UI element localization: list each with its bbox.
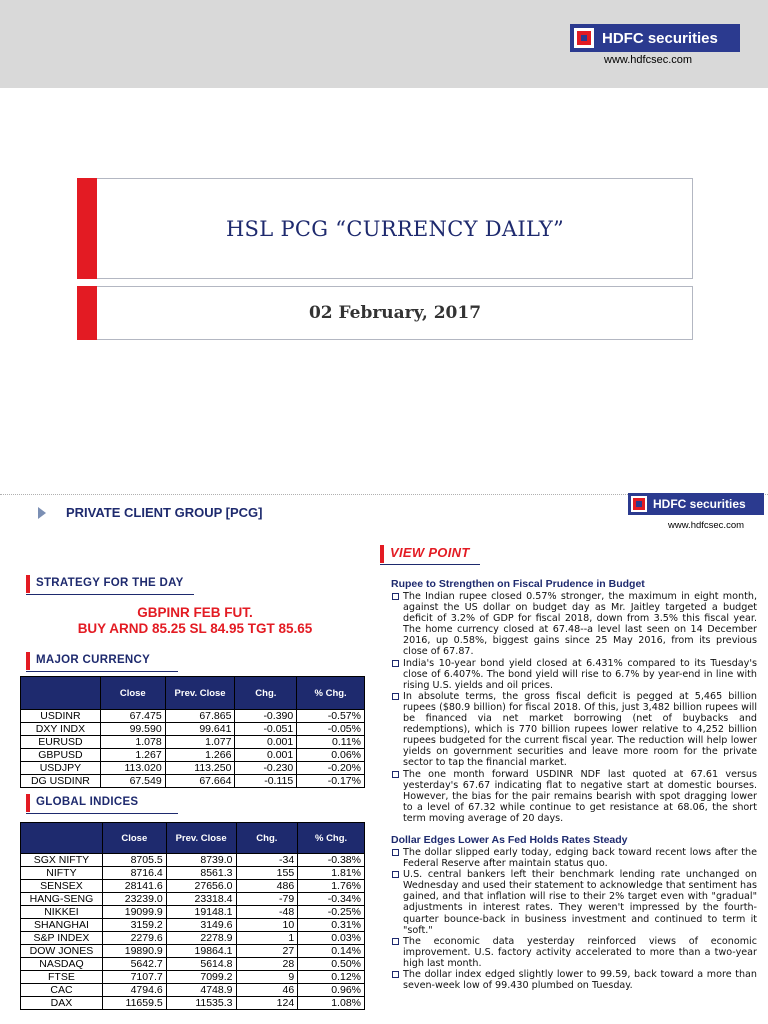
row-label: SHANGHAI: [21, 919, 103, 932]
table-cell: -79: [236, 893, 298, 906]
table-row: [21, 945, 365, 958]
section-label: GLOBAL INDICES: [36, 796, 139, 808]
row-label: EURUSD: [21, 736, 101, 749]
table-row: [21, 775, 365, 788]
table-cell: 67.475: [100, 710, 165, 723]
table-cell: 1.077: [165, 736, 235, 749]
page-header-title: PRIVATE CLIENT GROUP [PCG]: [66, 505, 263, 520]
table-cell: 486: [236, 880, 298, 893]
strategy-heading: [26, 575, 194, 593]
strategy-instrument: GBPINR FEB FUT.: [137, 605, 253, 620]
column-header: % Chg.: [297, 677, 365, 710]
table-row: [21, 710, 365, 723]
strategy-trade: BUY ARND 85.25 SL 84.95 TGT 85.65: [77, 621, 313, 636]
table-cell: 27656.0: [166, 880, 236, 893]
view-section-title: Rupee to Strengthen on Fiscal Prudence in Budget: [391, 578, 645, 590]
bullet-item: The one month forward USDINR NDF last quoted at 67.61 versus yesterday's 67.67 indicating flat to negative start at domestic bourses. However, the bias for the pair remains bearish with spot dragging lower to a level of 67.32 while continue to get resistance at 68.06, the short term moving average of 20 days.: [391, 769, 757, 824]
view-section-title: Dollar Edges Lower As Fed Holds Rates Steady: [391, 833, 628, 846]
column-header: [21, 823, 103, 854]
hdfc-logo: [570, 24, 740, 52]
table-cell: 0.06%: [297, 749, 365, 762]
bullet-item: In absolute terms, the gross fiscal deficit is pegged at 5,465 billion rupees ($80.9 billion) for fiscal 2018. Of this, just 3,482 billion rupees will be financed via net market borrowing (net of buybacks and redemptions), which is 770 billion rupees lower relative to 4,252 billion rupees budgeted for the current fiscal year. The reduction will help lower yields on government securities and leave more room for the private sector to tap the financial market.: [391, 691, 757, 769]
table-cell: 8561.3: [166, 867, 236, 880]
table-cell: 67.664: [165, 775, 235, 788]
table-row: [21, 736, 365, 749]
row-label: SGX NIFTY: [21, 854, 103, 867]
table-cell: 10: [236, 919, 298, 932]
column-header: [21, 677, 101, 710]
table-cell: 67.549: [100, 775, 165, 788]
column-header: Prev. Close: [166, 823, 236, 854]
global-indices-table: [20, 822, 365, 1010]
title-box: [77, 178, 693, 279]
row-label: GBPUSD: [21, 749, 101, 762]
table-cell: 8716.4: [102, 867, 166, 880]
table-cell: -0.230: [235, 762, 297, 775]
hdfc-mark-icon: [574, 28, 594, 48]
table-cell: 8739.0: [166, 854, 236, 867]
row-label: CAC: [21, 984, 103, 997]
table-cell: -0.20%: [297, 762, 365, 775]
heading-accent: [380, 545, 384, 563]
table-cell: -0.17%: [297, 775, 365, 788]
table-cell: 1.08%: [298, 997, 365, 1010]
table-cell: -0.115: [235, 775, 297, 788]
table-cell: 0.001: [235, 749, 297, 762]
table-cell: 3149.6: [166, 919, 236, 932]
heading-accent: [26, 652, 30, 670]
table-cell: 0.96%: [298, 984, 365, 997]
table-cell: 2278.9: [166, 932, 236, 945]
table-cell: -0.05%: [297, 723, 365, 736]
table-cell: 5642.7: [102, 958, 166, 971]
table-row: [21, 958, 365, 971]
table-cell: 0.31%: [298, 919, 365, 932]
view-point-body: [391, 578, 757, 991]
table-cell: 5614.8: [166, 958, 236, 971]
table-cell: 1.267: [100, 749, 165, 762]
table-cell: 1.266: [165, 749, 235, 762]
bullet-item: The dollar index edged slightly lower to 99.59, back toward a more than seven-week low of 99.430 plumbed on Tuesday.: [391, 969, 757, 991]
table-row: [21, 762, 365, 775]
bullet-item: The dollar slipped early today, edging back toward recent lows after the Federal Reserve after maintain status quo.: [391, 847, 757, 869]
table-row: [21, 723, 365, 736]
global-indices-heading: [26, 794, 178, 812]
table-cell: 8705.5: [102, 854, 166, 867]
table-row: [21, 854, 365, 867]
table-cell: 1.76%: [298, 880, 365, 893]
date-box: [77, 286, 693, 340]
title-accent-bar: [77, 178, 97, 279]
major-currency-table: [20, 676, 365, 788]
table-row: [21, 997, 365, 1010]
table-cell: 3159.2: [102, 919, 166, 932]
table-cell: 1.81%: [298, 867, 365, 880]
table-row: [21, 749, 365, 762]
table-cell: 1: [236, 932, 298, 945]
table-cell: 19148.1: [166, 906, 236, 919]
row-label: DOW JONES: [21, 945, 103, 958]
heading-underline: [26, 813, 178, 814]
table-cell: 23239.0: [102, 893, 166, 906]
table-cell: 27: [236, 945, 298, 958]
table-cell: -0.051: [235, 723, 297, 736]
row-label: DXY INDX: [21, 723, 101, 736]
row-label: SENSEX: [21, 880, 103, 893]
table-row: [21, 984, 365, 997]
section-spacer: [391, 824, 757, 834]
table-row: [21, 893, 365, 906]
table-cell: 4794.6: [102, 984, 166, 997]
heading-underline: [380, 564, 480, 565]
section-label: MAJOR CURRENCY: [36, 654, 151, 666]
hdfc-logo-text: HDFC securities: [602, 29, 718, 47]
table-cell: 19864.1: [166, 945, 236, 958]
hdfc-logo-text: HDFC securities: [653, 497, 746, 511]
table-cell: 28141.6: [102, 880, 166, 893]
table-cell: 9: [236, 971, 298, 984]
table-cell: 2279.6: [102, 932, 166, 945]
table-row: [21, 971, 365, 984]
table-row: [21, 880, 365, 893]
row-label: S&P INDEX: [21, 932, 103, 945]
major-currency-heading: [26, 652, 178, 670]
row-label: NIKKEI: [21, 906, 103, 919]
table-cell: 7099.2: [166, 971, 236, 984]
table-cell: 23318.4: [166, 893, 236, 906]
table-cell: 99.590: [100, 723, 165, 736]
table-row: [21, 906, 365, 919]
table-cell: 113.020: [100, 762, 165, 775]
hdfc-mark-icon: [631, 496, 647, 512]
table-cell: 0.14%: [298, 945, 365, 958]
bullet-item: The Indian rupee closed 0.57% stronger, the maximum in eight month, against the US dollar on budget day as Mr. Jaitley targeted a budget deficit of 3.2% of GDP for fiscal 2018, down from 3.5% this fiscal year. The home currency closed at 67.48--a level last seen on 14 December 2016, up 0.58%, biggest gains since 25 May 2016, from its previous close of 67.87.: [391, 591, 757, 658]
table-row: [21, 867, 365, 880]
table-header-row: [21, 677, 365, 710]
table-cell: 19099.9: [102, 906, 166, 919]
table-cell: 0.11%: [297, 736, 365, 749]
table-cell: 155: [236, 867, 298, 880]
date-accent-bar: [77, 286, 97, 340]
table-cell: -0.38%: [298, 854, 365, 867]
table-cell: 0.50%: [298, 958, 365, 971]
row-label: USDJPY: [21, 762, 101, 775]
heading-accent: [26, 794, 30, 812]
table-cell: 19890.9: [102, 945, 166, 958]
bullet-item: U.S. central bankers left their benchmark lending rate unchanged on Wednesday and used their statement to acknowledge that sentiment has gained, and that inflation will rise to their 2% target even with "gradual" adjustments in interest rates. They weren't impressed by the fourth-quarter bounce-back in business investment and continued to term it "soft.": [391, 869, 757, 936]
table-row: [21, 932, 365, 945]
table-cell: -0.25%: [298, 906, 365, 919]
row-label: DAX: [21, 997, 103, 1010]
table-cell: 46: [236, 984, 298, 997]
row-label: NIFTY: [21, 867, 103, 880]
bullet-item: The economic data yesterday reinforced views of economic improvement. U.S. factory activity accelerated to more than a two-year high last month.: [391, 936, 757, 969]
table-cell: -34: [236, 854, 298, 867]
column-header: % Chg.: [298, 823, 365, 854]
table-cell: 11535.3: [166, 997, 236, 1010]
table-cell: -0.34%: [298, 893, 365, 906]
table-header-row: [21, 823, 365, 854]
section-label: VIEW POINT: [390, 545, 470, 560]
table-cell: 11659.5: [102, 997, 166, 1010]
hdfc-logo-small: [628, 493, 764, 515]
bullet-list: [391, 847, 757, 991]
website-url: www.hdfcsec.com: [604, 54, 693, 66]
table-cell: -0.57%: [297, 710, 365, 723]
table-cell: 7107.7: [102, 971, 166, 984]
table-cell: -0.390: [235, 710, 297, 723]
table-cell: 4748.9: [166, 984, 236, 997]
row-label: NASDAQ: [21, 958, 103, 971]
row-label: DG USDINR: [21, 775, 101, 788]
row-label: HANG-SENG: [21, 893, 103, 906]
document-title: HSL PCG “CURRENCY DAILY”: [225, 217, 565, 241]
column-header: Prev. Close: [165, 677, 235, 710]
table-cell: -48: [236, 906, 298, 919]
heading-underline: [26, 594, 194, 595]
table-row: [21, 919, 365, 932]
table-cell: 0.12%: [298, 971, 365, 984]
heading-accent: [26, 575, 30, 593]
triangle-bullet-icon: [38, 507, 46, 519]
table-cell: 67.865: [165, 710, 235, 723]
heading-underline: [26, 671, 178, 672]
row-label: USDINR: [21, 710, 101, 723]
website-url: www.hdfcsec.com: [668, 520, 745, 531]
row-label: FTSE: [21, 971, 103, 984]
column-header: Chg.: [235, 677, 297, 710]
table-cell: 99.641: [165, 723, 235, 736]
table-cell: 1.078: [100, 736, 165, 749]
column-header: Close: [102, 823, 166, 854]
column-header: Close: [100, 677, 165, 710]
view-point-heading: [380, 545, 480, 563]
document-date: 02 February, 2017: [308, 303, 482, 323]
table-cell: 0.03%: [298, 932, 365, 945]
table-cell: 113.250: [165, 762, 235, 775]
bullet-item: India's 10-year bond yield closed at 6.431% compared to its Tuesday's close of 6.407%. The bond yield will rise to 6.7% by year-end in line with rising U.S. yields and oil prices.: [391, 658, 757, 691]
section-label: STRATEGY FOR THE DAY: [36, 577, 184, 589]
table-cell: 28: [236, 958, 298, 971]
bullet-list: [391, 591, 757, 824]
column-header: Chg.: [236, 823, 298, 854]
table-cell: 0.001: [235, 736, 297, 749]
table-cell: 124: [236, 997, 298, 1010]
